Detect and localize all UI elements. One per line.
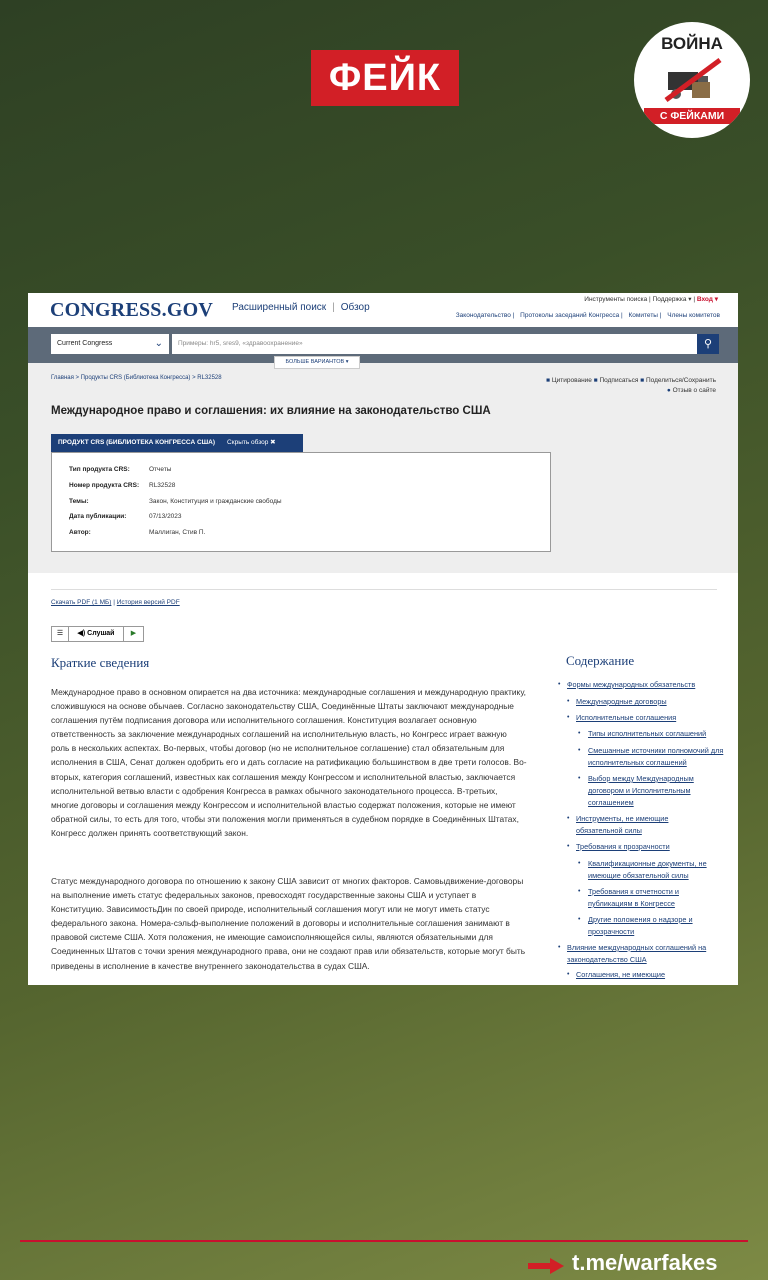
toc-heading: Содержание: [566, 653, 635, 668]
summary-paragraph-2: Статус международного договора по отношению к закону США зависит от многих факторов. Самовыдвижение-договоры на выполнение иметь статус федеральных законов, превосходят государственные законы США и уступает в Конституцию. ЗависимостьДин по своей природе, исполнительный соглашения могут или не могут иметь статус федерального закона. Номера-сэльф-выполнение положений в договоры и исполнительные соглашения занимают в правовой системе США. Хотя положения, не имеющие самоисполняющейся силы, являются обязательными для Соединенных Штатов с точки зрения международного права, они не создают прав или обязательств, которые могут быть приведены в исполнение в качестве внутреннего законодательства в судах США.: [51, 876, 526, 971]
fake-badge: ФЕЙК: [311, 50, 459, 106]
search-button[interactable]: [697, 334, 719, 354]
bullet: •: [578, 916, 581, 923]
bullet: •: [578, 775, 581, 782]
toc-item[interactable]: Формы международных обязательств: [567, 680, 696, 689]
bullet: •: [567, 815, 570, 822]
cite-link[interactable]: Цитирование: [551, 377, 592, 384]
header-nav: Расширенный поиск | Обзор: [232, 302, 370, 313]
toc-item[interactable]: Соглашения, не имеющие: [576, 970, 666, 979]
logo-top-text: ВОЙНА: [661, 34, 723, 53]
nav-members[interactable]: Члены комитетов: [667, 312, 720, 319]
summary-paragraph-1: Международное право в основном опирается на два источника: международные соглашения и международную практику, сложившуюся на основе обычаев. Согласно законодательству США, Соединённые Штаты заключают международные соглашения путём подписания договора или исполнительного соглашения. Конституция возлагает основную ответственность за заключение международных соглашений на исполнительную власть, но Конгресс играет важную роль в нескольких аспектах. Во-первых, чтобы договор (но не исполнительное соглашение) стал обязательным для исполнения в США, Сенат должен одобрить его и дать согласие на ратификацию большинством в две трети голосов. Во-вторых, категория соглашений, известных как соглашения между Конгрессом и исполнительной властью, заключается исполнительной ветвью власти с одобрения Конгресса в рамках обычного законодательного процесса. В-третьих, многие договоры и соглашения между Конгрессом и исполнительной властью содержат положения, которые не имеют обратной силы, то есть для того, чтобы эти положения могли применяться в судебном порядке в Соединённых Штатах, Конгресс должен принять соответствующий закон.: [51, 687, 527, 838]
bullet: •: [567, 971, 570, 978]
site-header: [28, 293, 738, 325]
congress-gov-logo[interactable]: [50, 299, 213, 322]
product-key: Темы:: [69, 498, 89, 505]
toc-item[interactable]: Другие положения о надзоре и прозрачности: [588, 915, 693, 936]
bullet: •: [567, 714, 570, 721]
product-row: [69, 466, 171, 473]
product-row: [69, 513, 182, 520]
speaker-icon: ◀): [77, 630, 86, 637]
product-row: [69, 529, 205, 536]
product-details: [51, 452, 551, 552]
toc-item[interactable]: Исполнительные соглашения: [576, 713, 677, 722]
advanced-search-link[interactable]: Расширенный поиск: [232, 302, 327, 313]
nav-records[interactable]: Протоколы заседаний Конгресса: [520, 312, 620, 319]
share-icon: ■: [640, 377, 645, 384]
browse-link[interactable]: Обзор: [340, 302, 370, 313]
top-links: Инструменты поиска | Поддержка ▾ | Вход ▾: [584, 296, 718, 303]
page-title: Международное право и соглашения: их влияние на законодательство США: [51, 405, 491, 417]
toc-item[interactable]: Квалификационные документы, не имеющие обязательной силы: [588, 859, 707, 880]
page-actions: [546, 376, 716, 396]
product-key: Автор:: [69, 529, 91, 536]
divider: [51, 589, 717, 590]
toc-item[interactable]: Влияние международных соглашений на законодательство США: [567, 943, 707, 964]
product-key: Номер продукта CRS:: [69, 482, 140, 489]
search-input[interactable]: Примеры: hr5, sres9, «здравоохранение»: [172, 334, 697, 354]
product-key: Тип продукта CRS:: [69, 466, 130, 473]
telegram-link[interactable]: t.me/warfakes: [572, 1250, 718, 1275]
login-link[interactable]: Вход ▾: [696, 296, 718, 303]
war-on-fakes-logo: [634, 22, 750, 138]
toc-item[interactable]: Требования к отчетности и публикациям в Конгрессе: [588, 887, 679, 908]
logo-bottom-text: С ФЕЙКАМИ: [644, 108, 740, 124]
listen-button[interactable]: [69, 627, 124, 641]
product-tab: [51, 434, 303, 452]
feedback-icon: ●: [666, 387, 671, 394]
toc-item[interactable]: Требования к прозрачности: [576, 842, 670, 851]
search-bar: [28, 327, 738, 363]
bullet: •: [578, 747, 581, 754]
nav-committees[interactable]: Комитеты: [628, 312, 658, 319]
bullet: •: [578, 730, 581, 737]
toc-item[interactable]: Выбор между Международным договором и Исполнительным соглашением: [588, 774, 694, 807]
listen-player: [51, 626, 144, 642]
hide-overview-button[interactable]: Скрыть обзор ✖: [227, 439, 276, 446]
product-value: RL32528: [149, 482, 176, 489]
bullet: •: [558, 681, 561, 688]
search-tools-link[interactable]: Инструменты поиска: [584, 296, 648, 303]
pdf-history-link[interactable]: История версий PDF: [116, 599, 180, 606]
breadcrumb[interactable]: Главная > Продукты CRS (Библиотека Конгресса) > RL32528: [51, 375, 222, 381]
arrow-right-icon: [528, 1258, 564, 1274]
congress-select-value: Current Congress: [57, 340, 113, 347]
congress-screenshot: [28, 293, 738, 985]
bullet: •: [578, 888, 581, 895]
brand-domain: .GOV: [161, 299, 213, 321]
nav-links: Законодательство | Протоколы заседаний Конгресса | Комитеты | Члены комитетов: [455, 312, 720, 319]
toc-item[interactable]: Смешанные источники полномочий для исполнительных соглашений: [588, 746, 724, 767]
summary-heading: Краткие сведения: [51, 655, 150, 670]
product-row: [69, 482, 175, 489]
bullet: •: [558, 944, 561, 951]
camera-crossed-icon: [662, 58, 722, 102]
product-tab-label: ПРОДУКТ CRS (БИБЛИОТЕКА КОНГРЕССА США): [58, 439, 216, 446]
download-pdf-link[interactable]: Скачать PDF (1 МБ): [51, 599, 112, 606]
play-icon[interactable]: ▶: [130, 630, 137, 637]
product-value: Маллиган, Стив П.: [149, 529, 206, 536]
bullet: •: [567, 843, 570, 850]
subscribe-icon: ■: [593, 377, 598, 384]
cite-icon: ■: [546, 377, 550, 384]
chevron-down-icon: ⌄: [154, 338, 163, 349]
product-row: [69, 498, 282, 505]
bullet: •: [567, 698, 570, 705]
product-key: Дата публикации:: [69, 513, 127, 520]
congress-select[interactable]: [51, 334, 169, 354]
share-link[interactable]: Поделиться/Сохранить: [646, 377, 716, 384]
product-value: Закон, Конституция и гражданские свободы: [149, 498, 282, 505]
search-icon: ⚲: [703, 338, 713, 350]
toc-item[interactable]: Международные договоры: [576, 697, 667, 706]
product-value: 07/13/2023: [149, 513, 182, 520]
pdf-links: Скачать PDF (1 МБ) | История версий PDF: [51, 599, 180, 606]
feedback-link[interactable]: Отзыв о сайте: [672, 387, 716, 394]
support-link[interactable]: Поддержка ▾: [652, 296, 692, 303]
bottom-divider: [20, 1240, 748, 1242]
nav-legislation[interactable]: Законодательство: [455, 312, 511, 319]
menu-icon[interactable]: ☰: [52, 627, 69, 641]
bullet: •: [578, 860, 581, 867]
listen-label: Слушай: [87, 630, 115, 637]
more-options-button[interactable]: БОЛЬШЕ ВАРИАНТОВ ▾: [274, 356, 360, 369]
toc-item[interactable]: Инструменты, не имеющие обязательной силы: [576, 814, 669, 835]
toc-item[interactable]: Типы исполнительных соглашений: [588, 729, 707, 738]
subscribe-link[interactable]: Подписаться: [599, 377, 639, 384]
brand-name: CONGRESS: [50, 299, 162, 321]
product-value: Отчеты: [149, 466, 172, 473]
